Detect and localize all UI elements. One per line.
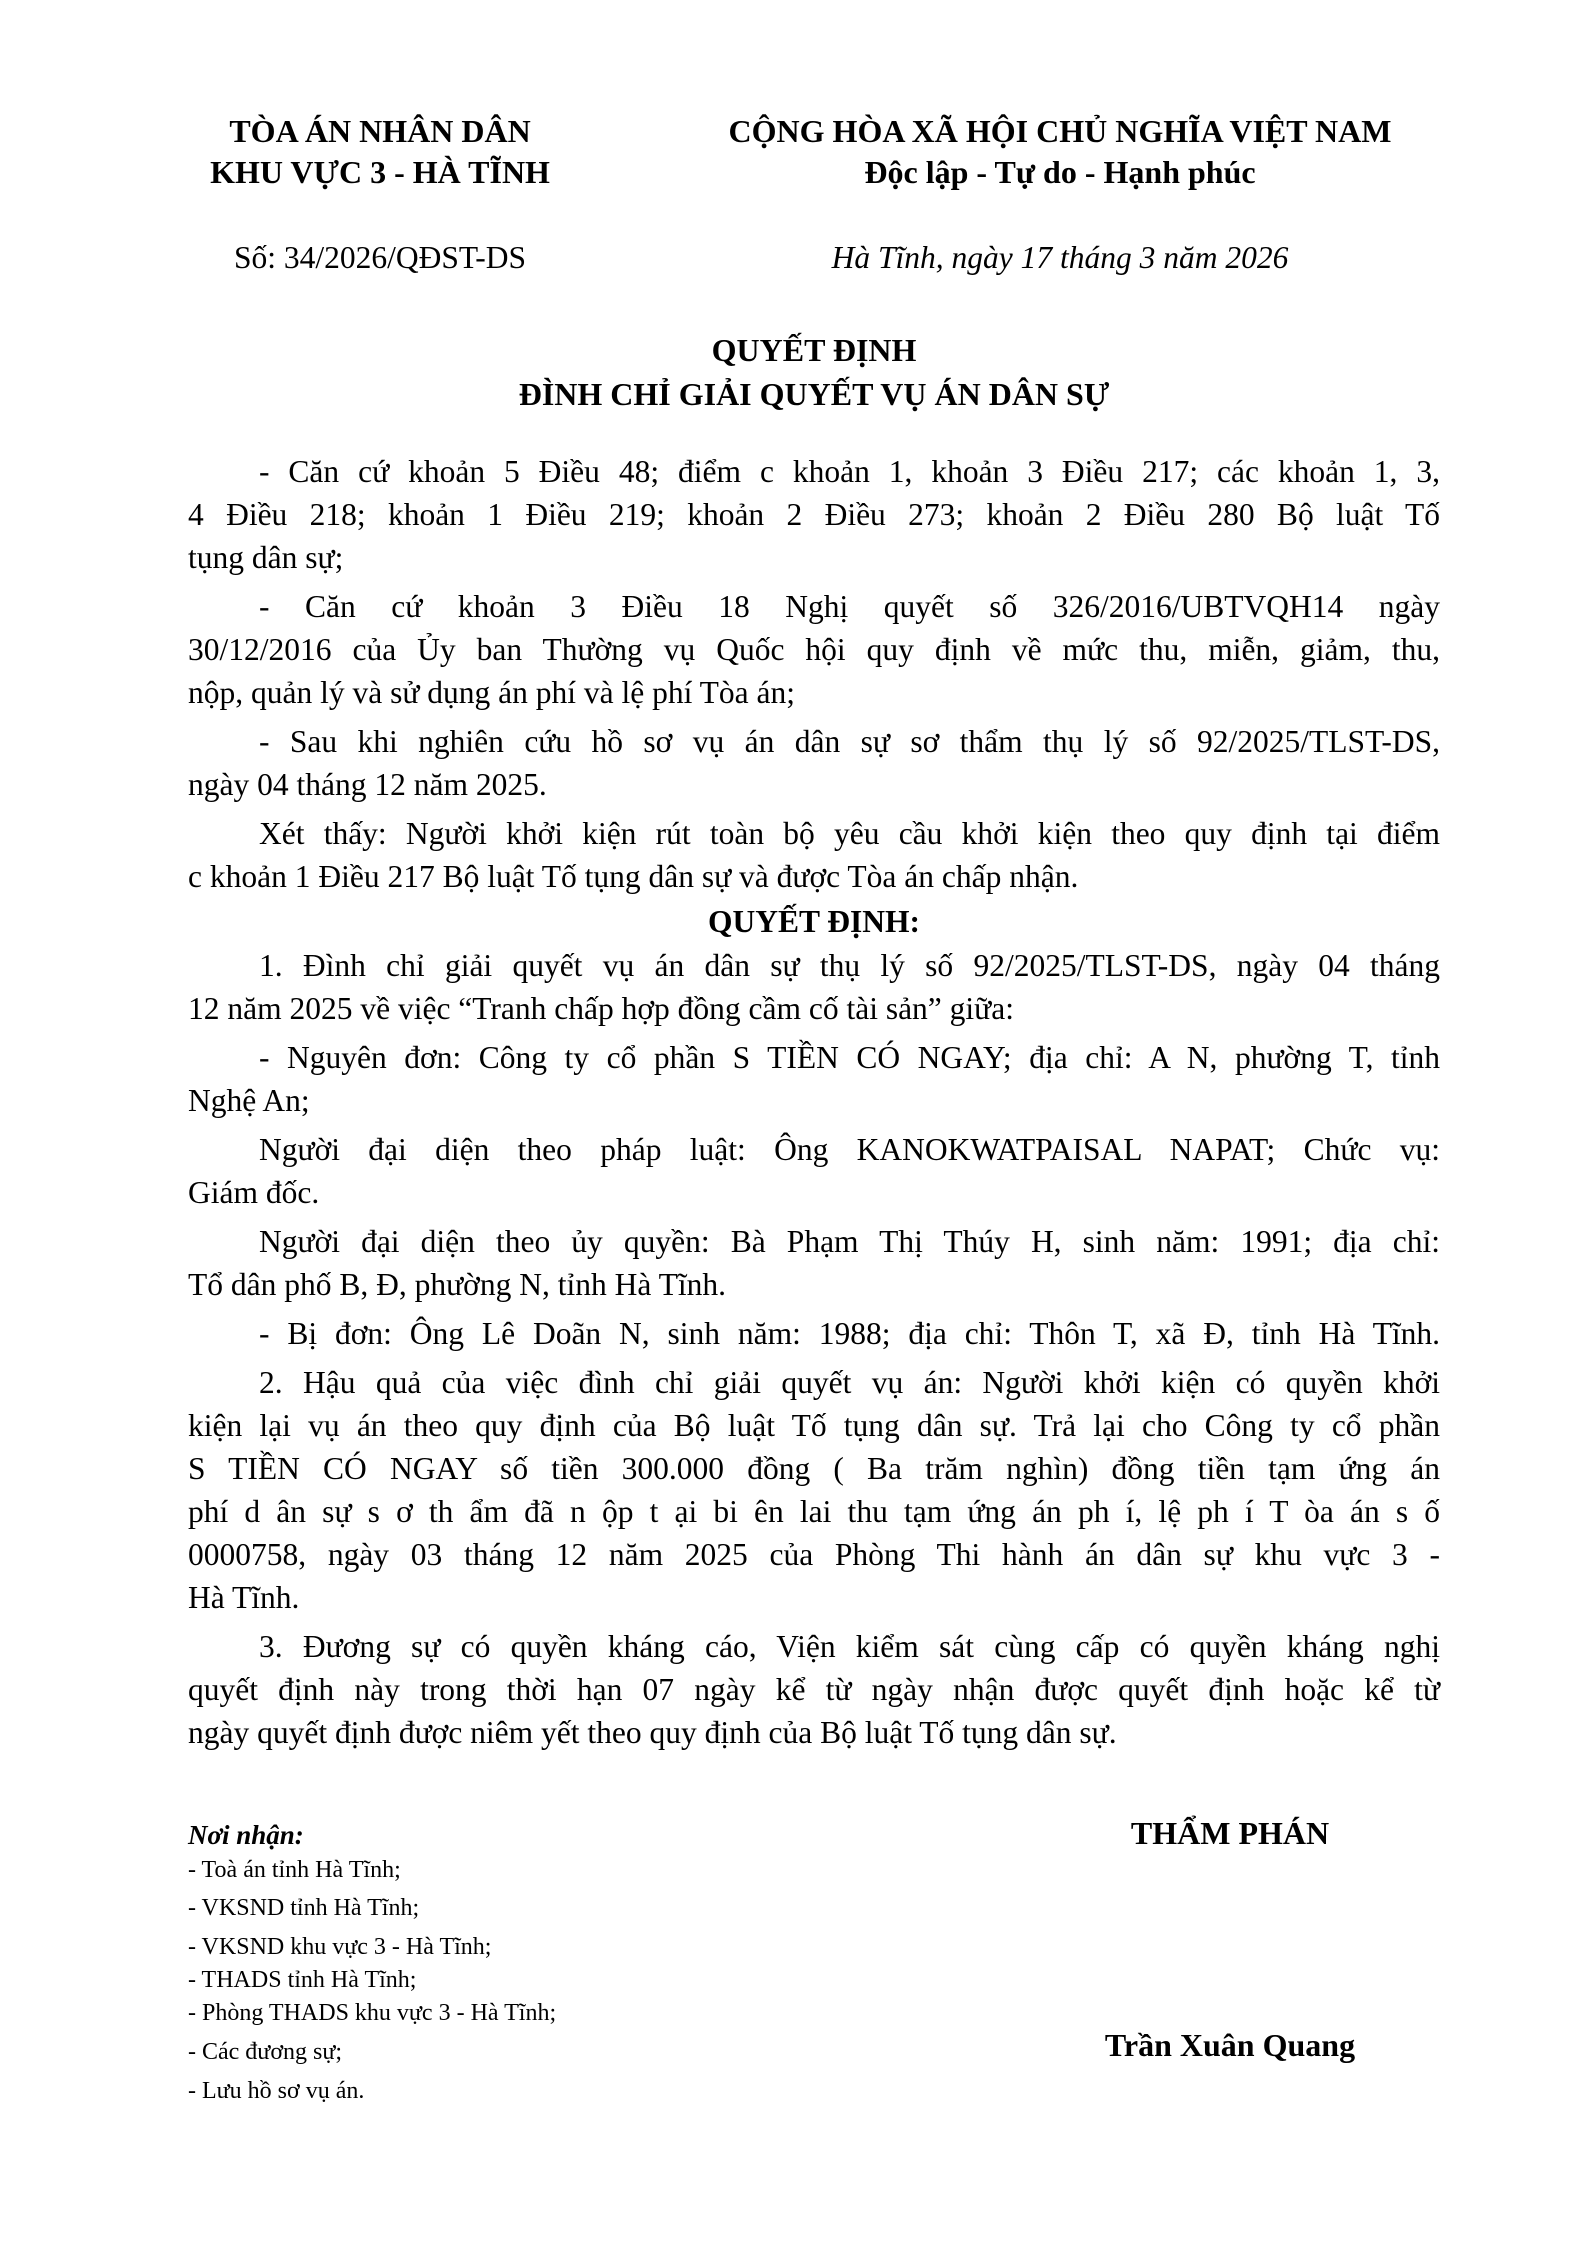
signer-title: THẨM PHÁN bbox=[1130, 1815, 1330, 1851]
body-line: 0000758, ngày 03 tháng 12 năm 2025 của Phòng Thi hành án dân sự khu vực 3 - bbox=[188, 1537, 1440, 1572]
body-line: Tổ dân phố B, Đ, phường N, tỉnh Hà Tĩnh. bbox=[188, 1267, 726, 1302]
body-line: - Sau khi nghiên cứu hồ sơ vụ án dân sự sơ thẩm thụ lý số 92/2025/TLST-DS, bbox=[259, 724, 1440, 759]
body-line: Người đại diện theo pháp luật: Ông KANOKWATPAISAL NAPAT; Chức vụ: bbox=[259, 1132, 1440, 1167]
recipient-item: - Các đương sự; bbox=[188, 2039, 343, 2065]
body-line: - Nguyên đơn: Công ty cổ phần S TIỀN CÓ NGAY; địa chỉ: A N, phường T, tỉnh bbox=[259, 1040, 1440, 1075]
national-motto-line2: Độc lập - Tự do - Hạnh phúc bbox=[864, 154, 1256, 190]
national-motto-line1: CỘNG HÒA XÃ HỘI CHỦ NGHĨA VIỆT NAM bbox=[728, 113, 1392, 149]
body-line: tụng dân sự; bbox=[188, 540, 344, 575]
body-line: 4 Điều 218; khoản 1 Điều 219; khoản 2 Điều 273; khoản 2 Điều 280 Bộ luật Tố bbox=[188, 497, 1440, 532]
document-number: Số: 34/2026/QĐST-DS bbox=[233, 240, 527, 275]
decision-heading: QUYẾT ĐỊNH: bbox=[707, 904, 921, 939]
recipient-item: - Phòng THADS khu vực 3 - Hà Tĩnh; bbox=[188, 2000, 557, 2026]
court-name-line1: TÒA ÁN NHÂN DÂN bbox=[229, 113, 531, 149]
body-line: 30/12/2016 của Ủy ban Thường vụ Quốc hội quy định về mức thu, miễn, giảm, thu, bbox=[188, 632, 1440, 667]
recipient-item: - Toà án tỉnh Hà Tĩnh; bbox=[188, 1857, 401, 1883]
signer-name: Trần Xuân Quang bbox=[1104, 2027, 1356, 2063]
recipient-item: - VKSND tỉnh Hà Tĩnh; bbox=[188, 1895, 420, 1921]
body-line: Người đại diện theo ủy quyền: Bà Phạm Thị Thúy H, sinh năm: 1991; địa chỉ: bbox=[259, 1224, 1440, 1259]
body-line: ngày quyết định được niêm yết theo quy định của Bộ luật Tố tụng dân sự. bbox=[188, 1715, 1117, 1750]
body-line: 2. Hậu quả của việc đình chỉ giải quyết vụ án: Người khởi kiện có quyền khởi bbox=[259, 1365, 1440, 1400]
recipient-item: - VKSND khu vực 3 - Hà Tĩnh; bbox=[188, 1934, 492, 1960]
recipient-item: - Lưu hồ sơ vụ án. bbox=[188, 2078, 365, 2104]
body-line: - Căn cứ khoản 5 Điều 48; điểm c khoản 1, khoản 3 Điều 217; các khoản 1, 3, bbox=[259, 454, 1440, 489]
court-name-line2: KHU VỰC 3 - HÀ TĨNH bbox=[210, 154, 550, 190]
recipients-heading: Nơi nhận: bbox=[188, 1820, 304, 1850]
body-line: quyết định này trong thời hạn 07 ngày kể từ ngày nhận được quyết định hoặc kể từ bbox=[188, 1672, 1440, 1707]
body-line: Giám đốc. bbox=[188, 1175, 320, 1210]
recipient-item: - THADS tỉnh Hà Tĩnh; bbox=[188, 1967, 417, 1993]
body-line: - Bị đơn: Ông Lê Doãn N, sinh năm: 1988; địa chỉ: Thôn T, xã Đ, tỉnh Hà Tĩnh. bbox=[259, 1316, 1440, 1351]
place-and-date: Hà Tĩnh, ngày 17 tháng 3 năm 2026 bbox=[831, 240, 1289, 275]
body-line: kiện lại vụ án theo quy định của Bộ luật Tố tụng dân sự. Trả lại cho Công ty cổ phần bbox=[188, 1408, 1440, 1443]
body-line: ngày 04 tháng 12 năm 2025. bbox=[188, 767, 547, 802]
body-line: 3. Đương sự có quyền kháng cáo, Viện kiểm sát cùng cấp có quyền kháng nghị bbox=[259, 1629, 1440, 1664]
body-line: c khoản 1 Điều 217 Bộ luật Tố tụng dân sự và được Tòa án chấp nhận. bbox=[188, 859, 1079, 894]
body-line: Nghệ An; bbox=[188, 1083, 310, 1118]
body-line: 1. Đình chỉ giải quyết vụ án dân sự thụ lý số 92/2025/TLST-DS, ngày 04 tháng bbox=[259, 948, 1440, 983]
body-line: phí d ân sự s ơ th ẩm đã n ộp t ại bi ên lai thu tạm ứng án ph í, lệ ph í T òa án s ố bbox=[188, 1494, 1440, 1529]
body-line: S TIỀN CÓ NGAY số tiền 300.000 đồng ( Ba trăm nghìn) đồng tiền tạm ứng án bbox=[188, 1451, 1440, 1486]
body-line: 12 năm 2025 về việc “Tranh chấp hợp đồng cầm cố tài sản” giữa: bbox=[188, 991, 1014, 1026]
document-title: QUYẾT ĐỊNH bbox=[711, 332, 917, 368]
body-line: nộp, quản lý và sử dụng án phí và lệ phí Tòa án; bbox=[188, 675, 796, 710]
document-subtitle: ĐÌNH CHỈ GIẢI QUYẾT VỤ ÁN DÂN SỰ bbox=[518, 376, 1110, 412]
body-line: Hà Tĩnh. bbox=[188, 1580, 300, 1615]
body-line: - Căn cứ khoản 3 Điều 18 Nghị quyết số 326/2016/UBTVQH14 ngày bbox=[259, 589, 1440, 624]
body-line: Xét thấy: Người khởi kiện rút toàn bộ yêu cầu khởi kiện theo quy định tại điểm bbox=[259, 816, 1440, 851]
